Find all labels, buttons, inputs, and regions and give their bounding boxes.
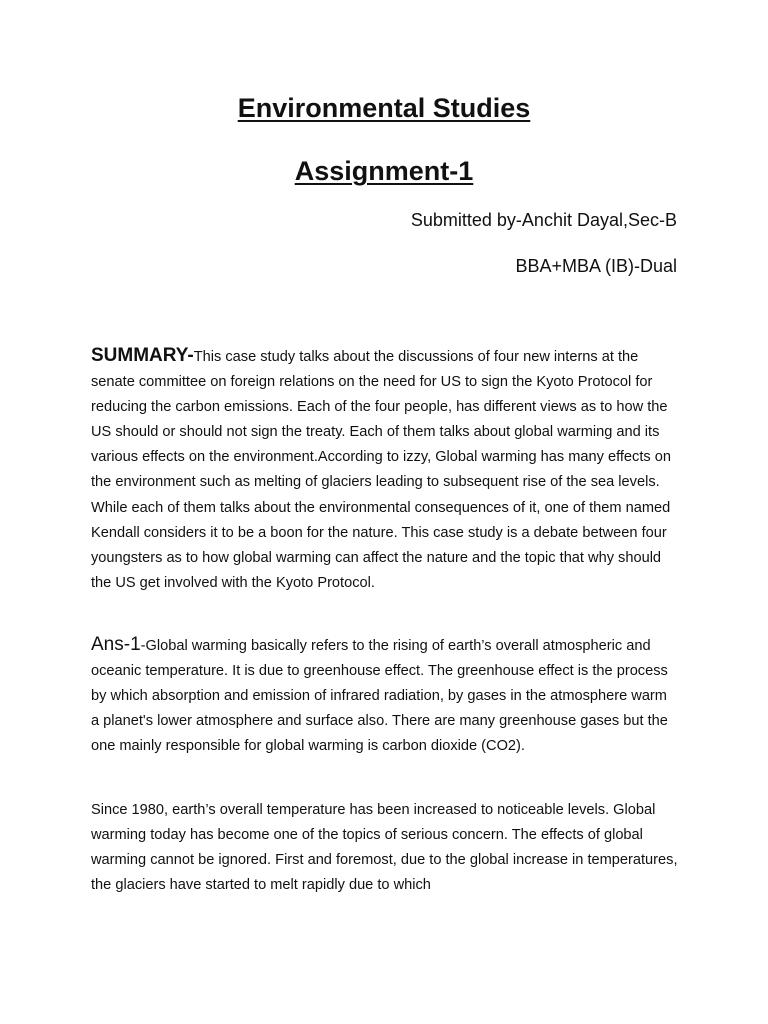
summary-text: This case study talks about the discussions of four new interns at the senate committee on foreign relations on the need for US to sign the Kyoto Protocol for reducing the carbon emissions. Each of the four people, has different views as to how the US should or should not sign the treaty. Each of them talks about global warming and its various effects on the environment.According to izzy, Global warming has many effects on the environment such as melting of glaciers leading to subsequent rise of the sea levels. While each of them talks about the environmental consequences of it, one of them named Kendall considers it to be a boon for the nature. This case study is a debate between four youngsters as to how global warming can affect the nature and the topic that why should the US get involved with the Kyoto Protocol. — [91, 349, 671, 591]
summary-paragraph — [91, 343, 679, 596]
submitted-by-line: Submitted by-Anchit Dayal,Sec-B — [410, 210, 677, 230]
answer-1-text: -Global warming basically refers to the rising of earth’s overall atmospheric and oceanic temperature. It is due to greenhouse effect. The greenhouse effect is the process by which absorption and emission of infrared radiation, by gases in the atmosphere warm a planet's lower atmosphere and surface also. There are many greenhouse gases but the one mainly responsible for global warming is carbon dioxide (CO2). — [91, 638, 668, 755]
summary-heading: SUMMARY- — [91, 345, 194, 366]
answer-1-paragraph — [91, 632, 679, 759]
program-line: BBA+MBA (IB)-Dual — [515, 256, 677, 276]
answer-1-heading: Ans-1 — [91, 634, 141, 655]
since-1980-paragraph: Since 1980, earth’s overall temperature has been increased to noticeable levels. Global warming today has become one of the topics of serious concern. The effects of global warming cannot be ignored. First and foremost, due to the global increase in temperatures, the glaciers have started to melt rapidly due to which — [91, 802, 678, 894]
assignment-title: Assignment-1 — [294, 156, 474, 186]
document-title: Environmental Studies — [237, 93, 531, 123]
